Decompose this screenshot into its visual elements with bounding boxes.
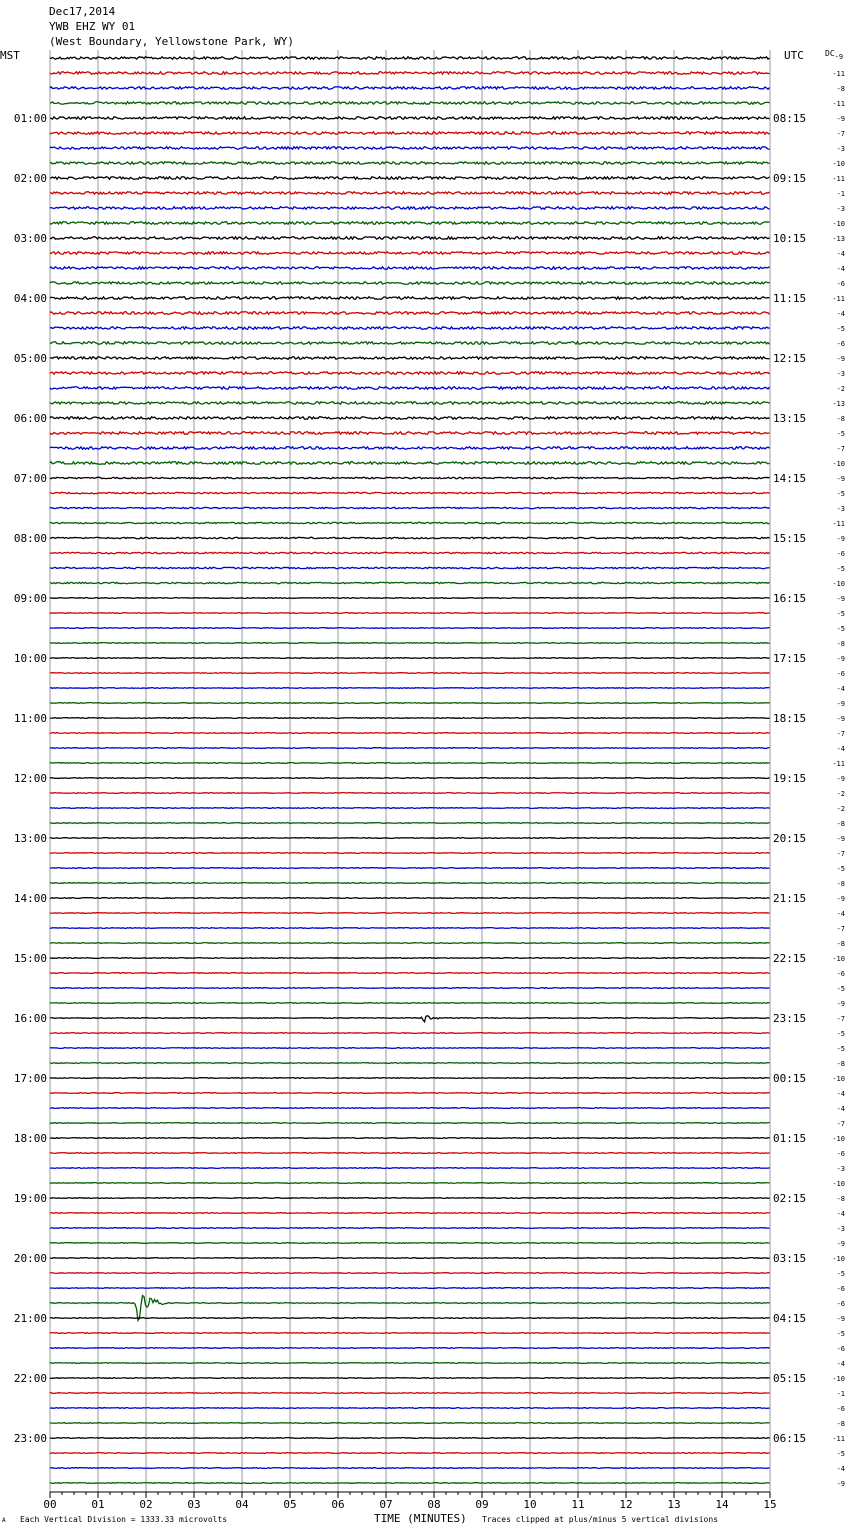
trace-line	[50, 1453, 770, 1454]
trace-dc-offset: -5	[836, 1270, 845, 1278]
trace-dc-offset: -9	[836, 835, 845, 843]
dc-label: DC-9	[825, 49, 844, 61]
trace-line	[50, 898, 770, 899]
trace-line	[50, 162, 770, 165]
mst-hour-label: 01:00	[13, 112, 47, 125]
trace-dc-offset: -6	[836, 670, 845, 678]
trace-line	[50, 1296, 770, 1321]
utc-hour-label: 02:15	[773, 1192, 807, 1205]
trace-line	[50, 613, 770, 614]
trace-dc-offset: -4	[836, 1465, 845, 1473]
trace-dc-offset: -10	[832, 220, 845, 228]
utc-hour-label: 19:15	[773, 772, 807, 785]
utc-hour-label: 23:15	[773, 1012, 807, 1025]
trace-line	[50, 793, 770, 794]
trace-line	[50, 1183, 770, 1184]
mst-hour-label: 14:00	[13, 892, 47, 905]
trace-line	[50, 1258, 770, 1259]
trace-dc-offset: -3	[836, 1165, 845, 1173]
mst-hour-label: 23:00	[13, 1432, 47, 1445]
trace-dc-offset: -9	[836, 535, 845, 543]
utc-hour-label: 10:15	[773, 232, 807, 245]
mst-hour-label: 09:00	[13, 592, 47, 605]
trace-line	[50, 342, 770, 345]
trace-line	[50, 1363, 770, 1364]
trace-dc-offset: -2	[836, 385, 845, 393]
footer-scale-note: Each Vertical Division = 1333.33 microvolts	[20, 1515, 228, 1524]
footer-mark: A	[2, 1517, 6, 1524]
record-date: Dec17,2014	[49, 5, 116, 18]
mst-hour-label: 21:00	[13, 1312, 47, 1325]
utc-hour-label: 16:15	[773, 592, 807, 605]
trace-line	[50, 312, 770, 315]
trace-line	[50, 432, 770, 435]
x-tick-label: 07	[379, 1498, 393, 1511]
trace-line	[50, 1093, 770, 1094]
trace-line	[50, 57, 770, 60]
trace-dc-offset: -9	[836, 595, 845, 603]
trace-line	[50, 1108, 770, 1109]
trace-dc-offset: -8	[836, 640, 845, 648]
trace-line	[50, 147, 770, 150]
trace-line	[50, 1333, 770, 1334]
minute-grid	[50, 50, 770, 1492]
trace-line	[50, 808, 770, 809]
trace-dc-offset: -10	[832, 1375, 845, 1383]
trace-line	[50, 1078, 770, 1079]
x-tick-label: 04	[235, 1498, 249, 1511]
trace-dc-offset: -13	[832, 400, 845, 408]
trace-line	[50, 117, 770, 120]
x-tick-label: 08	[427, 1498, 441, 1511]
x-tick-label: 13	[667, 1498, 681, 1511]
trace-dc-offset: -9	[836, 355, 845, 363]
trace-line	[50, 1016, 770, 1022]
trace-line	[50, 237, 770, 240]
trace-dc-offset: -11	[832, 70, 845, 78]
x-tick-label: 11	[571, 1498, 585, 1511]
x-tick-label: 12	[619, 1498, 633, 1511]
trace-dc-offset: -5	[836, 985, 845, 993]
trace-dc-offset: -10	[832, 160, 845, 168]
x-tick-label: 01	[91, 1498, 105, 1511]
trace-line	[50, 853, 770, 854]
trace-dc-offset: -11	[832, 1435, 845, 1443]
trace-line	[50, 567, 770, 568]
trace-line	[50, 1468, 770, 1469]
trace-dc-offset: -3	[836, 505, 845, 513]
mst-hour-label: 07:00	[13, 472, 47, 485]
mst-hour-label: 10:00	[13, 652, 47, 665]
trace-dc-offset: -9	[836, 1480, 845, 1488]
x-axis-label: TIME (MINUTES)	[374, 1512, 467, 1525]
trace-line	[50, 177, 770, 180]
time-axis	[43, 1492, 776, 1511]
trace-dc-offset: -11	[832, 100, 845, 108]
utc-hour-label: 08:15	[773, 112, 807, 125]
utc-hour-label: 20:15	[773, 832, 807, 845]
trace-line	[50, 1273, 770, 1274]
utc-hour-label: 13:15	[773, 412, 807, 425]
trace-line	[50, 132, 770, 135]
mst-hour-label: 20:00	[13, 1252, 47, 1265]
trace-dc-offset: -11	[832, 760, 845, 768]
trace-line	[50, 658, 770, 659]
trace-line	[50, 417, 770, 420]
trace-dc-offset: -4	[836, 1360, 845, 1368]
trace-line	[50, 1288, 770, 1289]
utc-hour-label: 05:15	[773, 1372, 807, 1385]
trace-dc-offset: -9	[836, 1240, 845, 1248]
trace-dc-offset: -7	[836, 850, 845, 858]
trace-dc-offset: -6	[836, 1285, 845, 1293]
mst-hour-label: 16:00	[13, 1012, 47, 1025]
trace-dc-offset: -6	[836, 340, 845, 348]
footer-clip-note: Traces clipped at plus/minus 5 vertical divisions	[482, 1515, 719, 1524]
mst-hour-label: 12:00	[13, 772, 47, 785]
trace-line	[50, 357, 770, 360]
trace-dc-offset: -5	[836, 1330, 845, 1338]
trace-dc-offset: -8	[836, 820, 845, 828]
right-timezone-label: UTC	[784, 49, 804, 62]
trace-dc-offset: -3	[836, 370, 845, 378]
trace-dc-offset: -8	[836, 1060, 845, 1068]
station-code: YWB EHZ WY 01	[49, 20, 136, 33]
trace-line	[50, 1408, 770, 1409]
trace-line	[50, 1003, 770, 1004]
trace-dc-offset: -11	[832, 520, 845, 528]
trace-line	[50, 87, 770, 90]
trace-dc-offset: -4	[836, 250, 845, 258]
trace-line	[50, 1438, 770, 1439]
station-location: (West Boundary, Yellowstone Park, WY)	[49, 35, 295, 48]
trace-line	[50, 192, 770, 195]
trace-line	[50, 1153, 770, 1154]
trace-dc-offset: -5	[836, 865, 845, 873]
trace-line	[50, 778, 770, 779]
trace-line	[50, 1483, 770, 1484]
mst-hour-label: 17:00	[13, 1072, 47, 1085]
trace-dc-offset: -4	[836, 910, 845, 918]
trace-line	[50, 552, 770, 553]
trace-line	[50, 1063, 770, 1064]
trace-dc-offset: -7	[836, 1015, 845, 1023]
trace-line	[50, 267, 770, 270]
mst-hour-label: 15:00	[13, 952, 47, 965]
trace-dc-offset: -7	[836, 925, 845, 933]
left-timezone-label: MST	[0, 49, 20, 62]
mst-hour-label: 08:00	[13, 532, 47, 545]
mst-hour-label: 05:00	[13, 352, 47, 365]
trace-line	[50, 1048, 770, 1049]
trace-line	[50, 537, 770, 538]
mst-hour-label: 11:00	[13, 712, 47, 725]
mst-hour-label: 04:00	[13, 292, 47, 305]
trace-line	[50, 913, 770, 914]
trace-dc-offset: -8	[836, 880, 845, 888]
trace-dc-offset: -4	[836, 685, 845, 693]
mst-hour-label: 03:00	[13, 232, 47, 245]
trace-dc-offset: -5	[836, 1045, 845, 1053]
trace-dc-offset: -10	[832, 1135, 845, 1143]
trace-line	[50, 718, 770, 719]
mst-hour-label: 19:00	[13, 1192, 47, 1205]
utc-hour-label: 09:15	[773, 172, 807, 185]
trace-line	[50, 492, 770, 493]
trace-line	[50, 988, 770, 989]
trace-line	[50, 598, 770, 599]
trace-dc-offset: -13	[832, 235, 845, 243]
trace-dc-offset: -5	[836, 430, 845, 438]
trace-dc-offset: -3	[836, 205, 845, 213]
trace-line	[50, 1318, 770, 1319]
trace-line	[50, 477, 770, 478]
trace-line	[50, 1348, 770, 1349]
trace-dc-offset: -5	[836, 1030, 845, 1038]
trace-line	[50, 1033, 770, 1034]
trace-line	[50, 688, 770, 689]
trace-dc-offset: -8	[836, 940, 845, 948]
x-tick-label: 03	[187, 1498, 201, 1511]
utc-hour-label: 11:15	[773, 292, 807, 305]
utc-hour-label: 06:15	[773, 1432, 807, 1445]
trace-line	[50, 327, 770, 330]
trace-dc-offset: -6	[836, 970, 845, 978]
trace-line	[50, 928, 770, 929]
mst-hour-label: 22:00	[13, 1372, 47, 1385]
trace-line	[50, 1423, 770, 1424]
trace-line	[50, 522, 770, 523]
trace-line	[50, 748, 770, 749]
utc-hour-label: 04:15	[773, 1312, 807, 1325]
trace-dc-offset: -9	[836, 1000, 845, 1008]
trace-line	[50, 883, 770, 884]
utc-hour-label: 21:15	[773, 892, 807, 905]
trace-dc-offset: -9	[836, 715, 845, 723]
trace-line	[50, 823, 770, 824]
trace-dc-offset: -2	[836, 790, 845, 798]
trace-line	[50, 733, 770, 734]
trace-dc-offset: -6	[836, 1150, 845, 1158]
trace-line	[50, 447, 770, 450]
trace-dc-offset: -1	[836, 190, 845, 198]
trace-dc-offset: -8	[836, 85, 845, 93]
trace-line	[50, 763, 770, 764]
trace-dc-offset: -9	[836, 895, 845, 903]
x-tick-label: 10	[523, 1498, 537, 1511]
utc-hour-label: 14:15	[773, 472, 807, 485]
trace-dc-offset: -11	[832, 175, 845, 183]
x-tick-label: 09	[475, 1498, 489, 1511]
trace-dc-offset: -6	[836, 1300, 845, 1308]
trace-dc-offset: -9	[836, 655, 845, 663]
trace-line	[50, 252, 770, 255]
trace-dc-offset: -5	[836, 625, 845, 633]
trace-line	[50, 387, 770, 390]
trace-dc-offset: -6	[836, 550, 845, 558]
trace-line	[50, 643, 770, 644]
trace-dc-offset: -7	[836, 445, 845, 453]
x-tick-label: 02	[139, 1498, 153, 1511]
utc-hour-label: 03:15	[773, 1252, 807, 1265]
trace-line	[50, 1168, 770, 1169]
trace-dc-offset: -8	[836, 415, 845, 423]
trace-line	[50, 102, 770, 105]
trace-line	[50, 973, 770, 974]
trace-dc-offset: -5	[836, 565, 845, 573]
trace-dc-offset: -9	[836, 115, 845, 123]
mst-hour-label: 06:00	[13, 412, 47, 425]
trace-line	[50, 207, 770, 210]
utc-hour-label: 00:15	[773, 1072, 807, 1085]
x-tick-label: 15	[763, 1498, 777, 1511]
trace-line	[50, 1213, 770, 1214]
trace-dc-offset: -9	[836, 700, 845, 708]
trace-dc-offset: -10	[832, 1255, 845, 1263]
utc-hour-label: 01:15	[773, 1132, 807, 1145]
utc-hour-label: 17:15	[773, 652, 807, 665]
trace-line	[50, 282, 770, 285]
trace-line	[50, 402, 770, 405]
trace-dc-offset: -4	[836, 1210, 845, 1218]
trace-line	[50, 462, 770, 465]
trace-dc-offset: -4	[836, 1090, 845, 1098]
trace-line	[50, 958, 770, 959]
trace-dc-offset: -1	[836, 1390, 845, 1398]
trace-line	[50, 838, 770, 839]
trace-dc-offset: -9	[836, 1315, 845, 1323]
trace-dc-offset: -7	[836, 1120, 845, 1128]
mst-hour-label: 02:00	[13, 172, 47, 185]
trace-dc-offset: -10	[832, 580, 845, 588]
x-tick-label: 05	[283, 1498, 297, 1511]
x-tick-label: 06	[331, 1498, 345, 1511]
trace-dc-offset: -8	[836, 1195, 845, 1203]
utc-hour-label: 22:15	[773, 952, 807, 965]
trace-line	[50, 507, 770, 508]
trace-dc-offset: -6	[836, 280, 845, 288]
trace-dc-offset: -9	[836, 475, 845, 483]
trace-line	[50, 943, 770, 944]
trace-line	[50, 222, 770, 225]
trace-line	[50, 673, 770, 674]
trace-line	[50, 1198, 770, 1199]
trace-dc-offset: -4	[836, 745, 845, 753]
trace-dc-offset: -2	[836, 805, 845, 813]
trace-line	[50, 1393, 770, 1394]
trace-dc-offset: -10	[832, 955, 845, 963]
trace-line	[50, 628, 770, 629]
trace-dc-offset: -10	[832, 1075, 845, 1083]
trace-line	[50, 372, 770, 375]
trace-lines	[50, 57, 770, 1484]
trace-dc-offset: -5	[836, 490, 845, 498]
trace-line	[50, 297, 770, 300]
trace-dc-offset: -5	[836, 325, 845, 333]
trace-dc-offset: -3	[836, 1225, 845, 1233]
x-tick-label: 14	[715, 1498, 729, 1511]
trace-dc-offset: -10	[832, 460, 845, 468]
trace-line	[50, 703, 770, 704]
trace-dc-offset: -4	[836, 1105, 845, 1113]
trace-line	[50, 1138, 770, 1139]
trace-dc-offset: -5	[836, 1450, 845, 1458]
trace-line	[50, 1378, 770, 1379]
trace-line	[50, 868, 770, 869]
trace-dc-offset: -6	[836, 1405, 845, 1413]
x-tick-label: 00	[43, 1498, 57, 1511]
trace-dc-offset: -9	[836, 775, 845, 783]
trace-line	[50, 1123, 770, 1124]
utc-hour-label: 12:15	[773, 352, 807, 365]
trace-dc-offset: -10	[832, 1180, 845, 1188]
trace-dc-offset: -7	[836, 130, 845, 138]
trace-dc-offset: -11	[832, 295, 845, 303]
trace-dc-offset: -3	[836, 145, 845, 153]
trace-line	[50, 72, 770, 75]
trace-dc-offset: -5	[836, 610, 845, 618]
trace-dc-offset: -4	[836, 265, 845, 273]
trace-line	[50, 1243, 770, 1244]
trace-line	[50, 582, 770, 583]
trace-dc-offset: -7	[836, 730, 845, 738]
utc-hour-label: 18:15	[773, 712, 807, 725]
trace-dc-offset: -8	[836, 1420, 845, 1428]
mst-hour-label: 13:00	[13, 832, 47, 845]
trace-line	[50, 1228, 770, 1229]
trace-dc-offset: -4	[836, 310, 845, 318]
utc-hour-label: 15:15	[773, 532, 807, 545]
trace-dc-offset: -6	[836, 1345, 845, 1353]
mst-hour-label: 18:00	[13, 1132, 47, 1145]
